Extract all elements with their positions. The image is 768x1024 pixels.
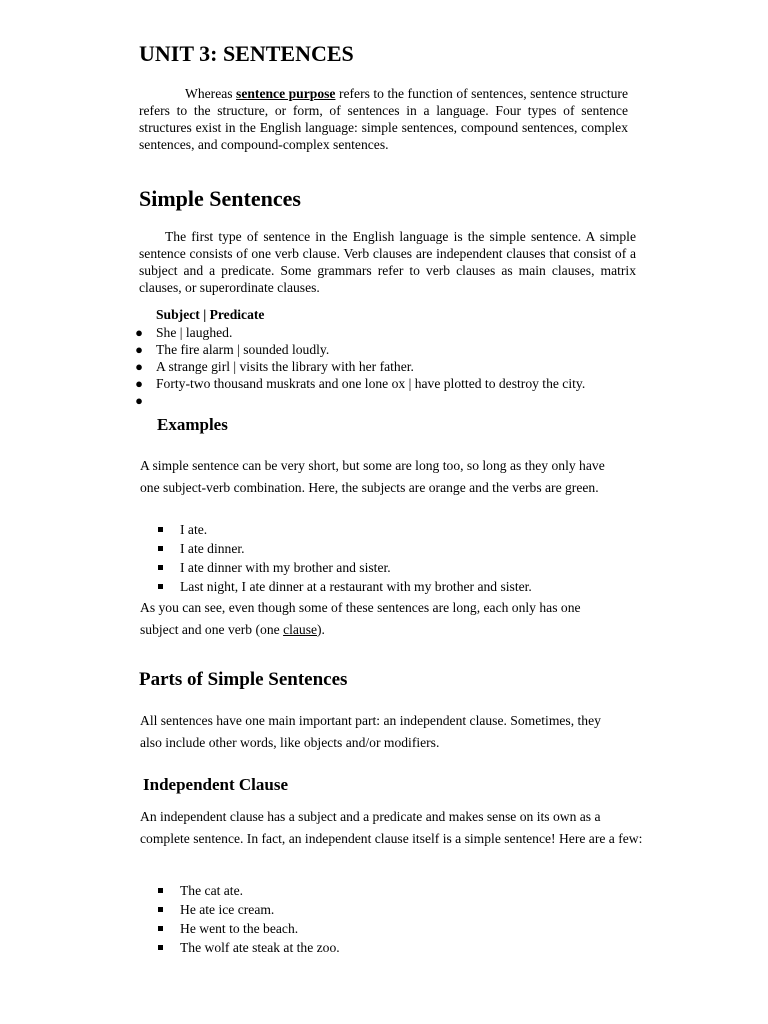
parts-heading: Parts of Simple Sentences xyxy=(139,669,348,690)
simple-sentences-paragraph: The first type of sentence in the English language is the simple sentence. A simple sentence consists of one verb clause. Verb clauses are independent clauses that consist of a subject and a predicate. Some grammars refer to verb clauses as main clauses, matrix clauses, or superordinate clauses. xyxy=(139,229,636,295)
list-item: I ate dinner with my brother and sister. xyxy=(180,558,650,577)
bullet-dot-icon: ● xyxy=(135,325,143,340)
intro-paragraph xyxy=(139,85,628,153)
examples-outro: As you can see, even though some of these sentences are long, each only has one subject and one verb (one clause). xyxy=(140,600,581,637)
simple-sentences-heading: Simple Sentences xyxy=(139,186,301,211)
list-item xyxy=(135,392,656,409)
unit-title: UNIT 3: SENTENCES xyxy=(139,41,354,66)
clause-link[interactable]: clause xyxy=(283,622,318,637)
list-item: The cat ate. xyxy=(180,881,640,900)
bullet-dot-icon: ● xyxy=(135,359,143,374)
list-item: He went to the beach. xyxy=(180,919,640,938)
bullet-dot-icon: ● xyxy=(135,342,143,357)
bullet-square-icon xyxy=(158,945,163,950)
independent-clause-paragraph: An independent clause has a subject and a predicate and makes sense on its own as a complete sentence. In fact, an independent clause itself is a simple sentence! Here are a few: xyxy=(140,809,643,846)
examples-intro: A simple sentence can be very short, but some are long too, so long as they only have one subject-verb combination. Here, the subjects are orange and the verbs are green. xyxy=(140,458,605,495)
bullet-square-icon xyxy=(158,926,163,931)
independent-clause-heading: Independent Clause xyxy=(143,775,289,794)
intro-rest: refers to the function of sentences, sentence structure refers to the structure, or form, of sentences in a language. Four types of sentence structures exist in the English language: simple sentences, compound sentences, complex sentences, and compound-complex sentences. xyxy=(139,86,628,152)
list-item: ● The fire alarm | sounded loudly. xyxy=(135,342,330,357)
bullet-square-icon xyxy=(158,907,163,912)
subject-predicate-header: Subject | Predicate xyxy=(156,307,265,322)
bullet-square-icon xyxy=(158,527,163,532)
list-item: The wolf ate steak at the zoo. xyxy=(180,938,640,957)
parts-paragraph: All sentences have one main important part: an independent clause. Sometimes, they also include other words, like objects and/or modifiers. xyxy=(140,713,601,750)
independent-clause-list xyxy=(180,881,640,957)
simple-sentence-bullets xyxy=(135,324,656,409)
bullet-square-icon xyxy=(158,565,163,570)
examples-heading: Examples xyxy=(157,415,228,434)
list-item: ● She | laughed. xyxy=(135,325,233,340)
bullet-square-icon xyxy=(158,888,163,893)
bullet-dot-icon: ● xyxy=(135,393,143,408)
bullet-dot-icon: ● xyxy=(135,376,143,391)
intro-lead: Whereas xyxy=(185,86,237,101)
list-item: I ate dinner. xyxy=(180,539,650,558)
list-item: ● Forty-two thousand muskrats and one lone ox | have plotted to destroy the city. xyxy=(135,376,586,391)
bullet-square-icon xyxy=(158,546,163,551)
list-item: ● A strange girl | visits the library with her father. xyxy=(135,359,414,374)
bullet-square-icon xyxy=(158,584,163,589)
list-item: I ate. xyxy=(180,520,650,539)
sentence-purpose-link[interactable]: sentence purpose xyxy=(236,86,336,101)
list-item: He ate ice cream. xyxy=(180,900,640,919)
list-item: Last night, I ate dinner at a restaurant with my brother and sister. xyxy=(180,577,650,596)
examples-list xyxy=(180,520,650,596)
